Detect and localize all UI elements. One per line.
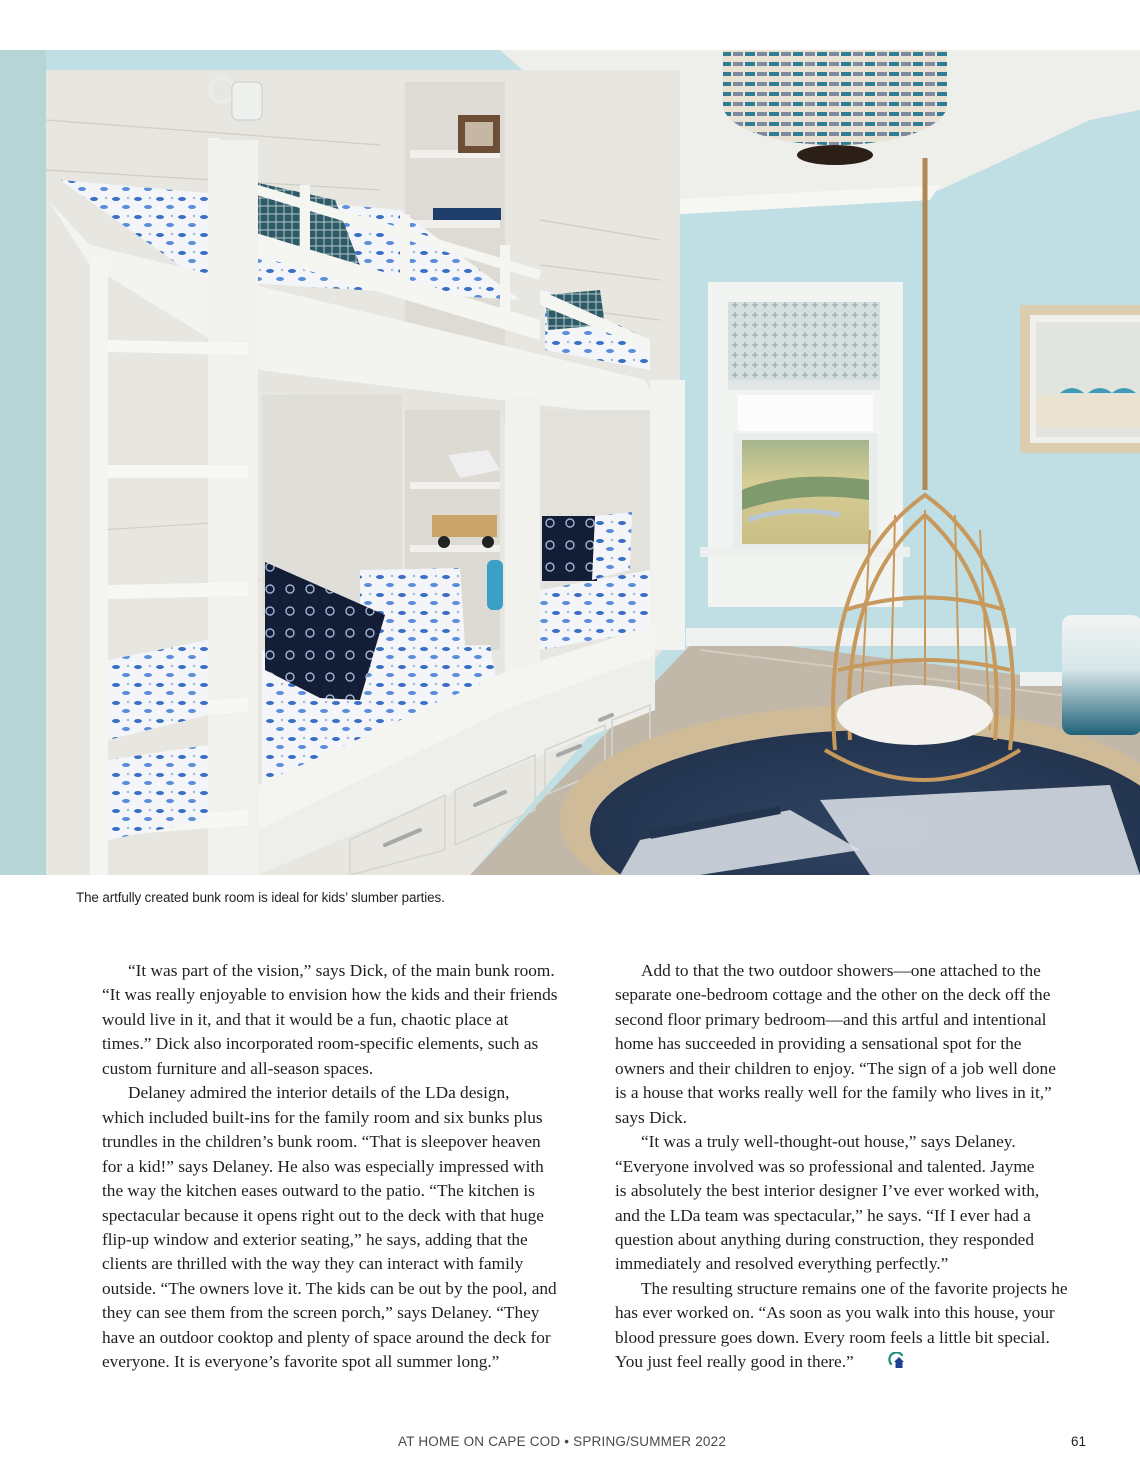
text-line: owners and their children to enjoy. “The sign of a job well done bbox=[615, 1058, 1056, 1078]
text-line bbox=[589, 1350, 1071, 1374]
text-line: have an outdoor cooktop and plenty of space around the deck for bbox=[102, 1327, 551, 1347]
text-line: custom furniture and all-season spaces. bbox=[102, 1058, 374, 1078]
text-line: “It was part of the vision,” says Dick, of the main bunk room. bbox=[128, 961, 555, 980]
text-line: clients are thrilled with the way they can interact with family bbox=[102, 1254, 524, 1274]
text-line: everyone. It is everyone’s favorite spot all summer long.” bbox=[102, 1352, 500, 1372]
text-line: the way the kitchen eases outward to the patio. “The kitchen is bbox=[102, 1181, 535, 1201]
text-line: has ever worked on. “As soon as you walk into this house, your bbox=[615, 1303, 1055, 1323]
article-column-left bbox=[76, 959, 558, 1375]
text-line: home has succeeded in providing a sensational spot for the bbox=[615, 1034, 1022, 1054]
text-line: “It was a truly well-thought-out house,” says Delaney. bbox=[641, 1132, 1016, 1152]
text-line: they can see them from the screen porch,” says Delaney. “They bbox=[102, 1303, 540, 1323]
text-line-content: You just feel really good in there.” bbox=[615, 1352, 854, 1372]
photo-caption: The artfully created bunk room is ideal for kids’ slumber parties. bbox=[76, 890, 445, 905]
article-paragraph bbox=[589, 959, 1071, 1130]
text-line: is absolutely the best interior designer I’ve ever worked with, bbox=[615, 1181, 1040, 1201]
text-line: “Everyone involved was so professional and talented. Jayme bbox=[615, 1156, 1035, 1176]
text-line: separate one-bedroom cottage and the other on the deck off the bbox=[615, 985, 1051, 1005]
article-paragraph bbox=[76, 1081, 558, 1374]
text-line: outside. “The owners love it. The kids can be out by the pool, and bbox=[102, 1278, 557, 1298]
text-line: immediately and resolved everything perfectly.” bbox=[615, 1254, 949, 1274]
text-line: blood pressure goes down. Every room feels a little bit special. bbox=[615, 1327, 1050, 1347]
article-paragraph bbox=[589, 1130, 1071, 1277]
text-line: The resulting structure remains one of the favorite projects he bbox=[641, 1278, 1068, 1298]
house-end-mark-icon bbox=[862, 1352, 880, 1370]
text-line: for a kid!” says Delaney. He also was especially impressed with bbox=[102, 1156, 544, 1176]
text-line: second floor primary bedroom—and this artful and intentional bbox=[615, 1009, 1047, 1029]
article-paragraph bbox=[76, 959, 558, 1081]
bunk-room-photo bbox=[0, 50, 1140, 875]
text-line: trundles in the children’s bunk room. “That is sleepover heaven bbox=[102, 1132, 541, 1152]
text-line: times.” Dick also incorporated room-specific elements, such as bbox=[102, 1034, 539, 1054]
article-paragraph bbox=[589, 1277, 1071, 1375]
text-line: is a house that works really well for the family who lives in it,” bbox=[615, 1083, 1052, 1103]
text-line: says Dick. bbox=[615, 1107, 687, 1127]
text-line: Delaney admired the interior details of the LDa design, bbox=[128, 1083, 510, 1103]
publication-title: AT HOME ON CAPE COD • SPRING/SUMMER 2022 bbox=[398, 1434, 727, 1449]
text-line: which included built-ins for the family room and six bunks plus bbox=[102, 1107, 543, 1127]
text-line: “It was really enjoyable to envision how the kids and their friends bbox=[102, 985, 558, 1005]
text-line: Add to that the two outdoor showers—one attached to the bbox=[641, 961, 1041, 980]
article-column-right bbox=[589, 959, 1071, 1375]
bunk-room-illustration bbox=[0, 50, 1140, 875]
page-number: 61 bbox=[1071, 1434, 1087, 1449]
text-line: would live in it, and that it would be a fun, chaotic place at bbox=[102, 1009, 509, 1029]
text-line: and the LDa team was spectacular,” he says. “If I ever had a bbox=[615, 1205, 1031, 1225]
text-line: spectacular because it opens right out to the deck with that huge bbox=[102, 1205, 544, 1225]
text-line: flip-up window and exterior seating,” he says, adding that the bbox=[102, 1229, 528, 1249]
text-line: question about anything during construction, they responded bbox=[615, 1229, 1034, 1249]
